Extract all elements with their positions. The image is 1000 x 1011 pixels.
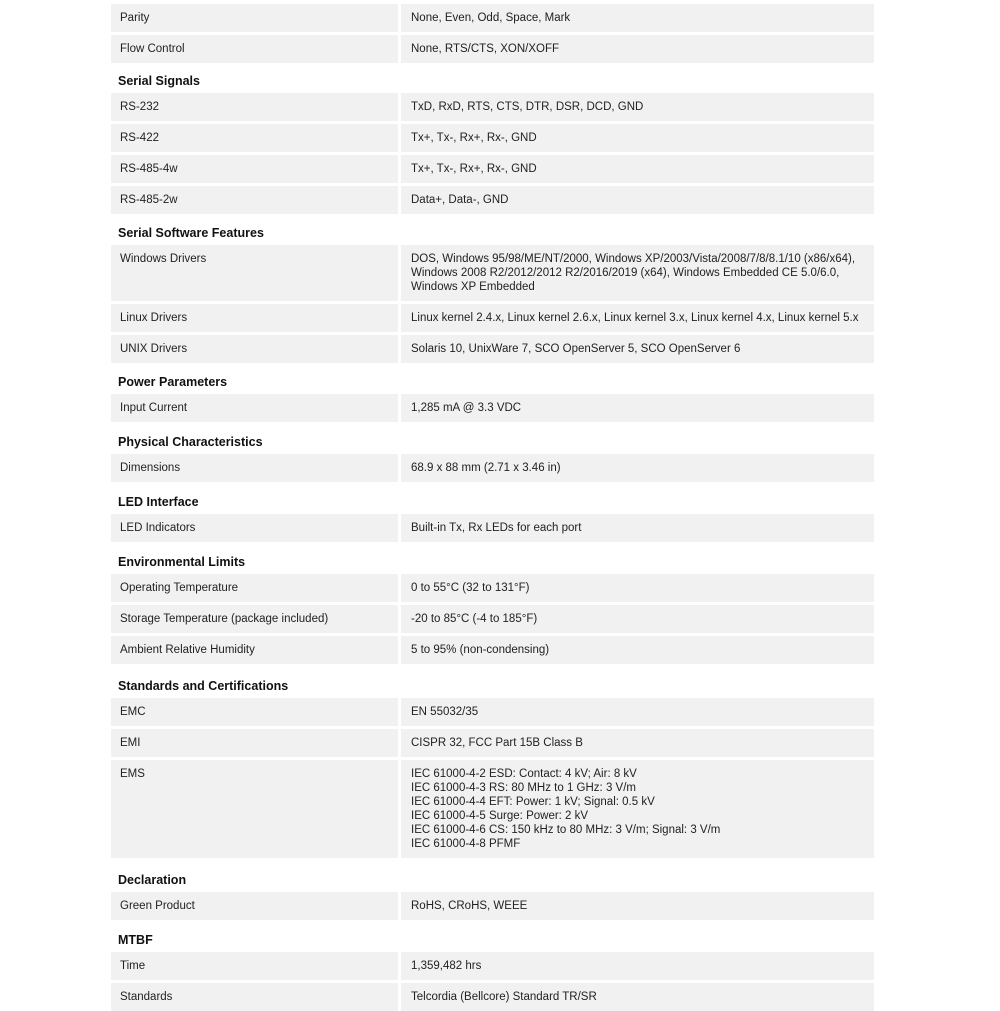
section-heading: Physical Characteristics (118, 435, 263, 449)
spec-value-line: 1,359,482 hrs (411, 960, 482, 972)
spec-label: Standards (111, 983, 398, 1011)
spec-row (111, 952, 874, 980)
spec-row (111, 304, 874, 332)
spec-value-line: RoHS, CRoHS, WEEE (411, 900, 528, 912)
spec-label: Ambient Relative Humidity (111, 636, 398, 664)
spec-label: Operating Temperature (111, 574, 398, 602)
spec-label: EMI (111, 729, 398, 757)
spec-value-line: -20 to 85°C (-4 to 185°F) (411, 613, 538, 625)
spec-label: Input Current (111, 394, 398, 422)
spec-value (401, 698, 874, 726)
spec-value-line: Tx+, Tx-, Rx+, Rx-, GND (411, 132, 537, 144)
spec-value-line: IEC 61000-4-4 EFT: Power: 1 kV; Signal: 0.5 kV (411, 796, 655, 808)
spec-label: Dimensions (111, 454, 398, 482)
spec-label: RS-485-2w (111, 186, 398, 214)
spec-label: Storage Temperature (package included) (111, 605, 398, 633)
spec-value (401, 335, 874, 363)
spec-row (111, 155, 874, 183)
spec-row (111, 93, 874, 121)
spec-label: Time (111, 952, 398, 980)
spec-value (401, 760, 874, 858)
spec-row (111, 394, 874, 422)
section-heading: MTBF (118, 933, 153, 947)
spec-row (111, 698, 874, 726)
spec-row (111, 892, 874, 920)
spec-value-line: 68.9 x 88 mm (2.71 x 3.46 in) (411, 462, 561, 474)
spec-value (401, 4, 874, 32)
spec-value (401, 304, 874, 332)
spec-value (401, 155, 874, 183)
spec-value (401, 574, 874, 602)
spec-value-line: None, RTS/CTS, XON/XOFF (411, 43, 560, 55)
spec-value-line: IEC 61000-4-5 Surge: Power: 2 kV (411, 810, 589, 822)
spec-value (401, 394, 874, 422)
spec-row (111, 245, 874, 301)
spec-label: RS-232 (111, 93, 398, 121)
spec-value (401, 245, 874, 301)
spec-value (401, 93, 874, 121)
spec-label: Windows Drivers (111, 245, 398, 301)
section-heading: Serial Signals (118, 74, 200, 88)
spec-row (111, 335, 874, 363)
spec-row (111, 760, 874, 858)
spec-value-line: Solaris 10, UnixWare 7, SCO OpenServer 5, SCO OpenServer 6 (411, 343, 741, 355)
spec-row (111, 514, 874, 542)
spec-value (401, 636, 874, 664)
spec-label: Flow Control (111, 35, 398, 63)
spec-value (401, 892, 874, 920)
spec-value (401, 186, 874, 214)
spec-row (111, 574, 874, 602)
spec-value-line: CISPR 32, FCC Part 15B Class B (411, 737, 583, 749)
section-heading: Power Parameters (118, 375, 228, 389)
spec-value (401, 983, 874, 1011)
spec-label: Parity (111, 4, 398, 32)
spec-label: RS-485-4w (111, 155, 398, 183)
spec-row (111, 4, 874, 32)
spec-label: Linux Drivers (111, 304, 398, 332)
spec-label: EMS (111, 760, 398, 858)
spec-value-line: EN 55032/35 (411, 706, 479, 718)
spec-value-line: Linux kernel 2.4.x, Linux kernel 2.6.x, Linux kernel 3.x, Linux kernel 4.x, Linux kernel 5.x (411, 312, 859, 324)
spec-row (111, 124, 874, 152)
spec-value-line: Windows 2008 R2/2012/2012 R2/2016/2019 (x64), Windows Embedded CE 5.0/6.0, (411, 267, 840, 279)
spec-row (111, 636, 874, 664)
spec-value-line: Tx+, Tx-, Rx+, Rx-, GND (411, 163, 537, 175)
spec-value-line: Data+, Data-, GND (411, 194, 509, 206)
spec-row (111, 186, 874, 214)
section-heading: Serial Software Features (118, 226, 264, 240)
spec-value-line: 0 to 55°C (32 to 131°F) (411, 582, 530, 594)
spec-row (111, 605, 874, 633)
section-heading: Declaration (118, 873, 187, 887)
spec-value-line: None, Even, Odd, Space, Mark (411, 12, 571, 24)
spec-value (401, 514, 874, 542)
spec-value-line: IEC 61000-4-8 PFMF (411, 838, 521, 850)
spec-label: Green Product (111, 892, 398, 920)
spec-value (401, 124, 874, 152)
spec-row (111, 983, 874, 1011)
spec-value-line: IEC 61000-4-3 RS: 80 MHz to 1 GHz: 3 V/m (411, 782, 636, 794)
spec-value (401, 952, 874, 980)
spec-label: EMC (111, 698, 398, 726)
spec-value (401, 605, 874, 633)
spec-row (111, 454, 874, 482)
spec-label: RS-422 (111, 124, 398, 152)
spec-value (401, 35, 874, 63)
spec-value-line: Telcordia (Bellcore) Standard TR/SR (411, 991, 597, 1003)
spec-value-line: Built-in Tx, Rx LEDs for each port (411, 522, 582, 534)
spec-value-line: DOS, Windows 95/98/ME/NT/2000, Windows XP/2003/Vista/2008/7/8/8.1/10 (x86/x64), (411, 253, 856, 265)
section-heading: Standards and Certifications (118, 679, 289, 693)
spec-label: UNIX Drivers (111, 335, 398, 363)
spec-value (401, 454, 874, 482)
spec-value-line: IEC 61000-4-6 CS: 150 kHz to 80 MHz: 3 V/m; Signal: 3 V/m (411, 824, 721, 836)
spec-value-line: IEC 61000-4-2 ESD: Contact: 4 kV; Air: 8 kV (411, 768, 637, 780)
spec-value-line: 5 to 95% (non-condensing) (411, 644, 550, 656)
spec-label: LED Indicators (111, 514, 398, 542)
spec-value-line: 1,285 mA @ 3.3 VDC (411, 402, 522, 414)
spec-value (401, 729, 874, 757)
spec-value-line: TxD, RxD, RTS, CTS, DTR, DSR, DCD, GND (411, 101, 644, 113)
spec-row (111, 35, 874, 63)
section-heading: Environmental Limits (118, 555, 246, 569)
spec-value-line: Windows XP Embedded (411, 281, 535, 293)
spec-row (111, 729, 874, 757)
section-heading: LED Interface (118, 495, 199, 509)
